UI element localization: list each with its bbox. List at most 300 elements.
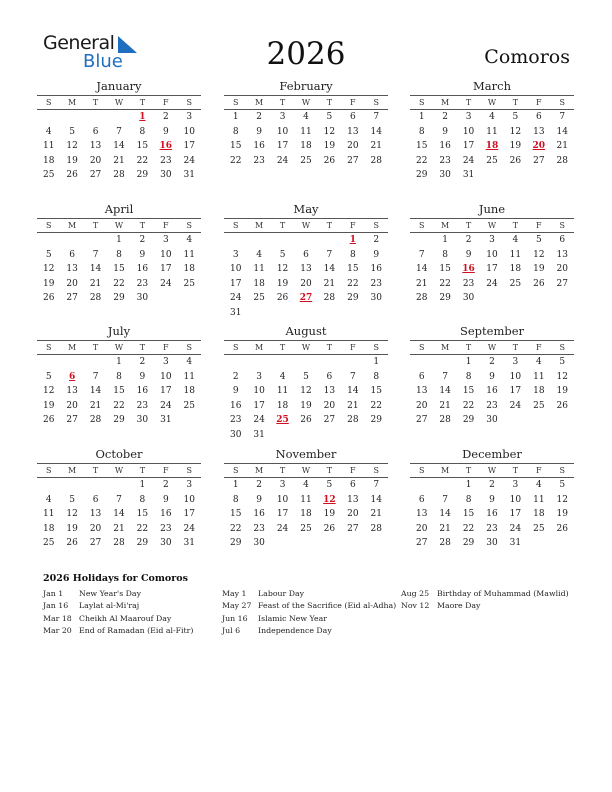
day-cell: 24 xyxy=(486,278,498,289)
empty-cell xyxy=(247,306,270,321)
month-april xyxy=(37,202,201,306)
day-cell: 3 xyxy=(512,357,519,367)
day-cell: 30 xyxy=(462,293,475,304)
weekday-label: T xyxy=(279,466,286,475)
day-cell: 20 xyxy=(323,400,336,411)
day-cell: 31 xyxy=(183,170,195,181)
day-cell: 23 xyxy=(370,278,382,289)
day-cell: 6 xyxy=(303,249,309,260)
empty-cell xyxy=(294,233,317,248)
weekday-header xyxy=(224,218,388,233)
day-cell: 30 xyxy=(136,293,149,304)
day-cell: 5 xyxy=(535,235,542,245)
week-row xyxy=(410,110,574,125)
empty-cell xyxy=(365,306,388,321)
empty-cell xyxy=(318,428,341,443)
day-cell: 2 xyxy=(465,235,472,245)
week-row xyxy=(410,478,574,493)
day-cell: 6 xyxy=(92,494,99,505)
empty-cell xyxy=(480,168,503,183)
holiday-item xyxy=(401,588,576,600)
weekday-label: T xyxy=(139,343,146,352)
day-cell: 17 xyxy=(509,386,522,397)
day-cell: 21 xyxy=(323,278,336,289)
day-cell: 21 xyxy=(370,509,382,520)
day-cell: 25 xyxy=(486,155,498,166)
weekday-label: S xyxy=(373,466,379,475)
day-cell: 8 xyxy=(418,126,425,137)
week-row xyxy=(410,413,574,428)
empty-cell xyxy=(271,355,294,370)
weekday-label: F xyxy=(163,98,169,107)
day-cell: 16 xyxy=(229,400,242,411)
empty-cell xyxy=(504,413,527,428)
weekday-label: W xyxy=(114,343,124,352)
holiday-item-name: Birthday of Muhammad (Mawlid) xyxy=(437,589,569,598)
day-cell: 13 xyxy=(89,509,102,520)
day-cell: 17 xyxy=(229,278,242,289)
day-cell: 6 xyxy=(559,235,566,245)
empty-cell xyxy=(224,355,247,370)
month-title: January xyxy=(96,79,142,93)
day-cell: 20 xyxy=(347,141,359,152)
holidays-title: 2026 Holidays for Comoros xyxy=(43,573,188,584)
empty-cell xyxy=(37,233,60,248)
day-cell: 11 xyxy=(300,494,312,505)
day-cell: 6 xyxy=(535,112,542,122)
day-cell: 14 xyxy=(415,264,428,275)
day-cell: 24 xyxy=(509,523,522,534)
week-row xyxy=(224,370,388,385)
week-row xyxy=(37,522,201,537)
weekday-label: T xyxy=(326,98,333,107)
weekday-label: S xyxy=(45,343,52,352)
day-cell: 8 xyxy=(139,126,146,137)
day-cell: 28 xyxy=(89,293,102,304)
empty-cell xyxy=(318,536,341,551)
day-cell: 12 xyxy=(323,126,336,137)
day-cell: 22 xyxy=(462,400,475,411)
day-cell: 15 xyxy=(136,141,149,152)
day-cell: 2 xyxy=(489,480,495,490)
day-cell: 26 xyxy=(556,523,568,534)
day-cell: 13 xyxy=(323,386,336,397)
day-cell: 12 xyxy=(556,494,568,505)
weekday-label: W xyxy=(487,221,497,230)
day-cell: 13 xyxy=(66,264,78,275)
day-cell: 2 xyxy=(256,112,262,122)
week-row xyxy=(37,384,201,399)
day-cell: 27 xyxy=(66,415,78,426)
day-cell: 2 xyxy=(139,235,146,245)
day-cell: 11 xyxy=(533,371,545,382)
day-cell: 22 xyxy=(462,523,475,534)
holiday-item xyxy=(43,613,218,625)
weekday-header xyxy=(37,95,201,110)
day-cell: 29 xyxy=(229,538,242,549)
day-cell: 3 xyxy=(256,371,262,382)
day-cell: 7 xyxy=(326,249,333,260)
month-march xyxy=(410,79,574,183)
day-cell: 20 xyxy=(66,400,78,411)
day-cell: 15 xyxy=(347,264,359,275)
day-cell: 9 xyxy=(139,249,146,260)
day-cell: 14 xyxy=(370,494,382,505)
day-cell: 26 xyxy=(533,278,545,289)
weekday-label: T xyxy=(326,343,333,352)
empty-cell xyxy=(433,355,456,370)
week-row xyxy=(224,507,388,522)
day-cell: 23 xyxy=(136,400,149,411)
day-cell: 10 xyxy=(462,126,475,137)
empty-cell xyxy=(60,355,83,370)
day-cell: 14 xyxy=(89,264,102,275)
day-cell: 12 xyxy=(300,386,312,397)
empty-cell xyxy=(433,478,456,493)
holiday-date: 6 xyxy=(69,371,76,382)
day-cell: 17 xyxy=(462,141,475,152)
day-cell: 10 xyxy=(253,386,265,397)
week-row xyxy=(410,384,574,399)
day-cell: 25 xyxy=(42,538,55,549)
month-october xyxy=(37,447,201,551)
holiday-item-name: Independence Day xyxy=(258,626,332,636)
weekday-label: S xyxy=(186,221,192,230)
day-cell: 17 xyxy=(160,386,172,397)
weekday-label: S xyxy=(559,343,565,352)
month-title: October xyxy=(95,447,143,461)
day-cell: 9 xyxy=(162,494,169,505)
week-row xyxy=(410,139,574,154)
day-cell: 5 xyxy=(303,371,309,382)
day-cell: 19 xyxy=(509,141,522,152)
day-cell: 4 xyxy=(512,235,519,245)
day-cell: 12 xyxy=(42,386,55,397)
day-cell: 5 xyxy=(45,249,52,260)
day-cell: 7 xyxy=(373,112,380,122)
day-cell: 10 xyxy=(160,371,172,382)
week-row xyxy=(224,413,388,428)
holiday-item-date: Mar 20 xyxy=(43,626,72,636)
day-cell: 3 xyxy=(162,235,169,245)
day-cell: 22 xyxy=(113,278,125,289)
day-cell: 29 xyxy=(347,293,359,304)
day-cell: 22 xyxy=(370,400,382,411)
weekday-label: T xyxy=(465,98,472,107)
empty-cell xyxy=(37,355,60,370)
weekday-label: T xyxy=(92,466,99,475)
day-cell: 16 xyxy=(136,264,149,275)
weekday-label: W xyxy=(301,221,311,230)
day-cell: 21 xyxy=(370,141,382,152)
weekday-label: T xyxy=(92,98,99,107)
week-row xyxy=(37,110,201,125)
day-cell: 7 xyxy=(559,112,566,122)
day-cell: 24 xyxy=(229,293,242,304)
day-cell: 26 xyxy=(42,293,55,304)
month-november xyxy=(224,447,388,551)
month-title: March xyxy=(473,79,511,93)
week-row xyxy=(410,522,574,537)
holiday-item xyxy=(43,625,218,637)
day-cell: 29 xyxy=(370,415,382,426)
day-cell: 19 xyxy=(66,523,78,534)
day-cell: 3 xyxy=(162,357,169,367)
weekday-label: F xyxy=(536,98,542,107)
weekday-label: F xyxy=(350,221,356,230)
day-cell: 18 xyxy=(42,523,55,534)
day-cell: 9 xyxy=(489,371,495,382)
day-cell: 9 xyxy=(373,249,380,260)
day-cell: 22 xyxy=(347,278,359,289)
holiday-item-date: Jan 1 xyxy=(43,589,64,598)
month-title: July xyxy=(107,324,131,338)
week-row xyxy=(224,139,388,154)
day-cell: 8 xyxy=(373,371,380,382)
weekday-label: F xyxy=(163,221,169,230)
empty-cell xyxy=(318,233,341,248)
weekday-label: M xyxy=(255,466,264,475)
day-cell: 16 xyxy=(486,386,498,397)
day-cell: 25 xyxy=(183,400,195,411)
day-cell: 2 xyxy=(162,112,169,122)
day-cell: 21 xyxy=(556,141,568,152)
holiday-date: 1 xyxy=(349,235,356,245)
day-cell: 26 xyxy=(42,415,55,426)
day-cell: 25 xyxy=(42,170,55,181)
day-cell: 15 xyxy=(370,386,382,397)
day-cell: 22 xyxy=(229,155,242,166)
weekday-label: T xyxy=(326,466,333,475)
empty-cell xyxy=(527,168,550,183)
day-cell: 4 xyxy=(279,371,286,382)
week-row xyxy=(224,428,388,443)
empty-cell xyxy=(480,291,503,306)
empty-cell xyxy=(84,110,107,125)
day-cell: 13 xyxy=(89,141,102,152)
day-cell: 19 xyxy=(300,400,312,411)
weekday-label: S xyxy=(418,98,425,107)
holiday-item-date: May 1 xyxy=(222,589,247,598)
empty-cell xyxy=(341,536,364,551)
holiday-item-name: Feast of the Sacrifice (Eid al-Adha) xyxy=(258,601,397,611)
day-cell: 27 xyxy=(556,278,568,289)
month-title: May xyxy=(293,202,319,216)
day-cell: 10 xyxy=(183,494,195,505)
day-cell: 7 xyxy=(442,494,448,505)
day-cell: 5 xyxy=(326,112,333,122)
day-cell: 22 xyxy=(113,400,125,411)
week-row xyxy=(224,233,388,248)
weekday-label: S xyxy=(559,98,565,107)
weekday-header xyxy=(37,218,201,233)
day-cell: 12 xyxy=(66,141,78,152)
day-cell: 23 xyxy=(439,155,451,166)
day-cell: 24 xyxy=(276,155,289,166)
day-cell: 5 xyxy=(559,357,566,367)
day-cell: 30 xyxy=(229,429,242,440)
day-cell: 17 xyxy=(486,264,498,275)
day-cell: 18 xyxy=(42,155,55,166)
day-cell: 31 xyxy=(229,307,242,318)
day-cell: 3 xyxy=(489,235,495,245)
day-cell: 10 xyxy=(509,494,522,505)
day-cell: 28 xyxy=(370,155,382,166)
week-row xyxy=(224,384,388,399)
day-cell: 1 xyxy=(139,480,146,490)
day-cell: 16 xyxy=(439,141,451,152)
week-row xyxy=(37,262,201,277)
holiday-date: 27 xyxy=(299,293,313,304)
day-cell: 24 xyxy=(183,523,195,534)
empty-cell xyxy=(60,233,83,248)
holiday-date: 18 xyxy=(485,141,499,152)
day-cell: 25 xyxy=(533,400,545,411)
week-row xyxy=(37,277,201,292)
day-cell: 2 xyxy=(442,112,448,122)
week-row xyxy=(224,154,388,169)
day-cell: 16 xyxy=(160,509,172,520)
day-cell: 1 xyxy=(418,112,425,122)
holiday-item xyxy=(222,613,397,625)
weekday-header xyxy=(410,340,574,355)
month-september xyxy=(410,324,574,428)
week-row xyxy=(410,536,574,551)
day-cell: 7 xyxy=(373,480,380,490)
weekday-label: F xyxy=(536,343,542,352)
weekday-label: T xyxy=(279,343,286,352)
day-cell: 18 xyxy=(509,264,522,275)
day-cell: 11 xyxy=(276,386,289,397)
empty-cell xyxy=(84,355,107,370)
empty-cell xyxy=(37,110,60,125)
day-cell: 15 xyxy=(136,509,149,520)
day-cell: 26 xyxy=(276,293,289,304)
day-cell: 16 xyxy=(253,141,265,152)
holiday-item xyxy=(401,600,576,612)
day-cell: 13 xyxy=(347,126,359,137)
month-title: April xyxy=(104,202,134,216)
day-cell: 20 xyxy=(415,523,428,534)
weekday-label: M xyxy=(441,221,450,230)
day-cell: 21 xyxy=(89,400,102,411)
week-row xyxy=(224,355,388,370)
day-cell: 15 xyxy=(462,509,475,520)
day-cell: 29 xyxy=(415,170,428,181)
week-row xyxy=(410,248,574,263)
week-row xyxy=(224,291,388,306)
day-cell: 24 xyxy=(253,415,265,426)
weekday-label: M xyxy=(68,98,77,107)
empty-cell xyxy=(551,413,574,428)
weekday-label: M xyxy=(441,466,450,475)
week-row xyxy=(224,536,388,551)
weekday-label: W xyxy=(114,98,124,107)
holiday-column xyxy=(222,588,397,638)
weekday-label: T xyxy=(512,221,519,230)
week-row xyxy=(224,478,388,493)
week-row xyxy=(37,139,201,154)
day-cell: 15 xyxy=(462,386,475,397)
day-cell: 7 xyxy=(349,371,356,382)
empty-cell xyxy=(527,413,550,428)
empty-cell xyxy=(294,536,317,551)
day-cell: 2 xyxy=(139,357,146,367)
empty-cell xyxy=(84,233,107,248)
day-cell: 11 xyxy=(253,264,265,275)
holiday-column xyxy=(43,588,218,638)
week-row xyxy=(224,306,388,321)
weekday-label: S xyxy=(232,466,239,475)
week-row xyxy=(37,248,201,263)
day-cell: 26 xyxy=(66,538,78,549)
week-row xyxy=(37,125,201,140)
day-cell: 6 xyxy=(418,371,425,382)
day-cell: 11 xyxy=(300,126,312,137)
week-row xyxy=(410,493,574,508)
day-cell: 5 xyxy=(512,112,519,122)
week-row xyxy=(37,536,201,551)
holiday-item-date: Mar 18 xyxy=(43,613,72,623)
day-cell: 1 xyxy=(232,480,239,490)
weekday-label: S xyxy=(559,466,565,475)
day-cell: 13 xyxy=(66,386,78,397)
holiday-item-name: End of Ramadan (Eid al-Fitr) xyxy=(79,626,194,636)
month-title: November xyxy=(275,447,337,461)
day-cell: 16 xyxy=(486,509,498,520)
day-cell: 12 xyxy=(276,264,289,275)
day-cell: 3 xyxy=(465,112,472,122)
day-cell: 25 xyxy=(533,523,545,534)
day-cell: 10 xyxy=(229,264,242,275)
day-cell: 19 xyxy=(42,278,55,289)
empty-cell xyxy=(271,233,294,248)
day-cell: 9 xyxy=(162,126,169,137)
holiday-item-name: Islamic New Year xyxy=(258,613,328,623)
day-cell: 21 xyxy=(113,155,125,166)
day-cell: 16 xyxy=(253,509,265,520)
day-cell: 6 xyxy=(92,126,99,137)
weekday-label: S xyxy=(45,466,52,475)
holiday-item-date: Jun 16 xyxy=(222,613,248,623)
day-cell: 24 xyxy=(462,155,475,166)
day-cell: 28 xyxy=(556,155,568,166)
day-cell: 19 xyxy=(323,509,336,520)
day-cell: 28 xyxy=(370,523,382,534)
weekday-label: T xyxy=(92,343,99,352)
day-cell: 3 xyxy=(512,480,519,490)
day-cell: 15 xyxy=(229,141,242,152)
day-cell: 20 xyxy=(300,278,312,289)
day-cell: 6 xyxy=(69,249,75,260)
day-cell: 5 xyxy=(326,480,333,490)
day-cell: 23 xyxy=(160,155,172,166)
country-name: Comoros xyxy=(484,46,570,68)
day-cell: 31 xyxy=(509,538,522,549)
day-cell: 20 xyxy=(347,509,359,520)
weekday-header xyxy=(224,463,388,478)
day-cell: 4 xyxy=(186,235,193,245)
day-cell: 12 xyxy=(533,249,545,260)
day-cell: 4 xyxy=(535,357,542,367)
holiday-item xyxy=(222,625,397,637)
weekday-label: F xyxy=(536,466,542,475)
weekday-label: S xyxy=(418,343,425,352)
day-cell: 29 xyxy=(113,415,125,426)
weekday-header xyxy=(410,218,574,233)
day-cell: 22 xyxy=(415,155,428,166)
day-cell: 20 xyxy=(556,264,568,275)
